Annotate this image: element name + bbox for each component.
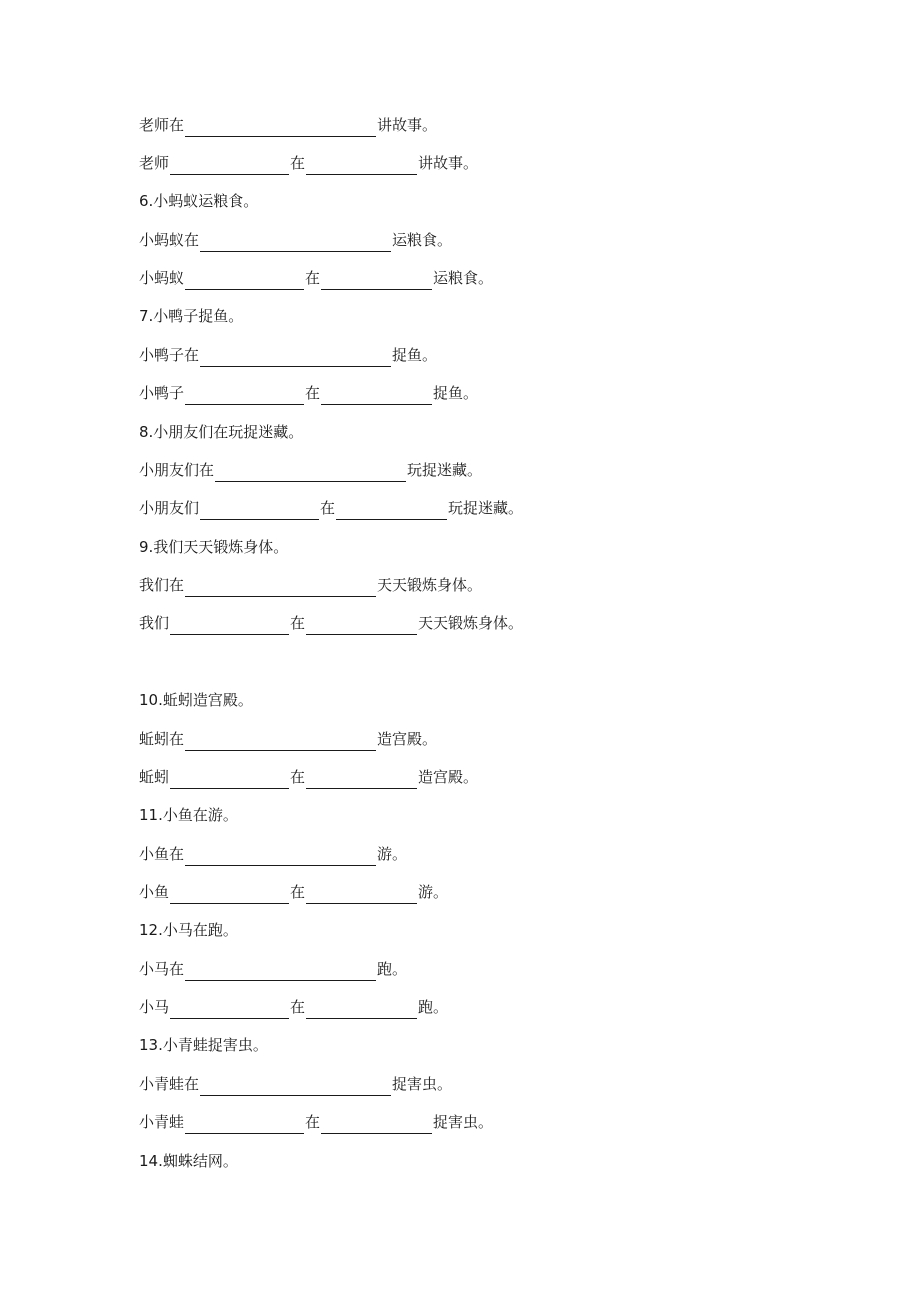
sentence-start: 老师 bbox=[139, 154, 170, 172]
fill-blank bbox=[185, 963, 376, 981]
sentence-line bbox=[139, 727, 437, 751]
sentence-line bbox=[139, 266, 493, 290]
fill-blank bbox=[200, 234, 391, 252]
fill-blank bbox=[185, 1116, 304, 1134]
question-heading bbox=[139, 1033, 268, 1057]
sentence-end: 跑。 bbox=[377, 960, 408, 978]
sentence-start: 老师在 bbox=[139, 116, 185, 134]
sentence-start: 小鱼 bbox=[139, 883, 170, 901]
question-text: 12.小马在跑。 bbox=[139, 921, 238, 939]
question-text: 10.蚯蚓造宫殿。 bbox=[139, 691, 253, 709]
fill-blank bbox=[200, 349, 391, 367]
sentence-line bbox=[139, 611, 523, 635]
sentence-end: 捉鱼。 bbox=[392, 346, 438, 364]
sentence-middle: 在 bbox=[290, 998, 306, 1016]
fill-blank bbox=[170, 886, 289, 904]
fill-blank bbox=[306, 157, 417, 175]
question-heading bbox=[139, 420, 303, 444]
sentence-start: 我们 bbox=[139, 614, 170, 632]
fill-blank bbox=[185, 733, 376, 751]
sentence-start: 我们在 bbox=[139, 576, 185, 594]
sentence-line bbox=[139, 1072, 452, 1096]
sentence-line bbox=[139, 1110, 493, 1134]
fill-blank bbox=[306, 771, 417, 789]
sentence-end: 捉害虫。 bbox=[433, 1113, 494, 1131]
fill-blank bbox=[170, 771, 289, 789]
sentence-start: 小朋友们 bbox=[139, 499, 200, 517]
sentence-line bbox=[139, 765, 478, 789]
sentence-start: 小鱼在 bbox=[139, 845, 185, 863]
question-heading bbox=[139, 535, 288, 559]
fill-blank bbox=[185, 119, 376, 137]
sentence-end: 天天锻炼身体。 bbox=[418, 614, 524, 632]
question-heading bbox=[139, 304, 243, 328]
fill-blank bbox=[170, 1001, 289, 1019]
question-text: 8.小朋友们在玩捉迷藏。 bbox=[139, 423, 304, 441]
fill-blank bbox=[321, 272, 432, 290]
sentence-middle: 在 bbox=[290, 768, 306, 786]
question-heading bbox=[139, 189, 258, 213]
sentence-line bbox=[139, 995, 448, 1019]
fill-blank bbox=[306, 617, 417, 635]
sentence-start: 小朋友们在 bbox=[139, 461, 215, 479]
fill-blank bbox=[185, 272, 304, 290]
question-text: 14.蜘蛛结网。 bbox=[139, 1152, 238, 1170]
fill-blank bbox=[200, 502, 319, 520]
question-heading bbox=[139, 918, 238, 942]
sentence-start: 小青蛙在 bbox=[139, 1075, 200, 1093]
fill-blank bbox=[170, 157, 289, 175]
sentence-start: 蚯蚓在 bbox=[139, 730, 185, 748]
question-text: 6.小蚂蚁运粮食。 bbox=[139, 192, 259, 210]
sentence-end: 捉害虫。 bbox=[392, 1075, 453, 1093]
sentence-middle: 在 bbox=[305, 384, 321, 402]
sentence-start: 小蚂蚁在 bbox=[139, 231, 200, 249]
sentence-line bbox=[139, 573, 482, 597]
sentence-end: 造宫殿。 bbox=[418, 768, 479, 786]
fill-blank bbox=[200, 1078, 391, 1096]
question-heading bbox=[139, 803, 238, 827]
sentence-middle: 在 bbox=[290, 154, 306, 172]
sentence-end: 运粮食。 bbox=[392, 231, 453, 249]
sentence-end: 运粮食。 bbox=[433, 269, 494, 287]
sentence-line bbox=[139, 228, 452, 252]
sentence-end: 跑。 bbox=[418, 998, 449, 1016]
sentence-start: 小蚂蚁 bbox=[139, 269, 185, 287]
question-heading bbox=[139, 1149, 238, 1173]
fill-blank bbox=[321, 1116, 432, 1134]
question-text: 7.小鸭子捉鱼。 bbox=[139, 307, 244, 325]
question-text: 13.小青蛙捉害虫。 bbox=[139, 1036, 268, 1054]
fill-blank bbox=[215, 464, 406, 482]
sentence-start: 小鸭子在 bbox=[139, 346, 200, 364]
sentence-end: 天天锻炼身体。 bbox=[377, 576, 483, 594]
fill-blank bbox=[306, 886, 417, 904]
question-text: 11.小鱼在游。 bbox=[139, 806, 238, 824]
question-heading bbox=[139, 688, 253, 712]
fill-blank bbox=[185, 579, 376, 597]
sentence-start: 小青蛙 bbox=[139, 1113, 185, 1131]
sentence-end: 游。 bbox=[418, 883, 449, 901]
sentence-end: 游。 bbox=[377, 845, 408, 863]
sentence-line bbox=[139, 842, 407, 866]
sentence-line bbox=[139, 458, 482, 482]
sentence-line bbox=[139, 496, 523, 520]
sentence-middle: 在 bbox=[290, 614, 306, 632]
sentence-line bbox=[139, 113, 437, 137]
sentence-end: 玩捉迷藏。 bbox=[448, 499, 524, 517]
sentence-line bbox=[139, 880, 448, 904]
question-text: 9.我们天天锻炼身体。 bbox=[139, 538, 289, 556]
fill-blank bbox=[336, 502, 447, 520]
sentence-end: 捉鱼。 bbox=[433, 384, 479, 402]
sentence-end: 造宫殿。 bbox=[377, 730, 438, 748]
sentence-line bbox=[139, 343, 437, 367]
fill-blank bbox=[321, 387, 432, 405]
sentence-end: 讲故事。 bbox=[418, 154, 479, 172]
sentence-line bbox=[139, 151, 478, 175]
sentence-start: 小马在 bbox=[139, 960, 185, 978]
sentence-start: 小鸭子 bbox=[139, 384, 185, 402]
sentence-middle: 在 bbox=[305, 269, 321, 287]
sentence-end: 讲故事。 bbox=[377, 116, 438, 134]
fill-blank bbox=[185, 848, 376, 866]
sentence-start: 小马 bbox=[139, 998, 170, 1016]
sentence-start: 蚯蚓 bbox=[139, 768, 170, 786]
sentence-line bbox=[139, 957, 407, 981]
fill-blank bbox=[306, 1001, 417, 1019]
sentence-middle: 在 bbox=[305, 1113, 321, 1131]
fill-blank bbox=[170, 617, 289, 635]
sentence-line bbox=[139, 381, 478, 405]
fill-blank bbox=[185, 387, 304, 405]
sentence-end: 玩捉迷藏。 bbox=[407, 461, 483, 479]
sentence-middle: 在 bbox=[320, 499, 336, 517]
sentence-middle: 在 bbox=[290, 883, 306, 901]
